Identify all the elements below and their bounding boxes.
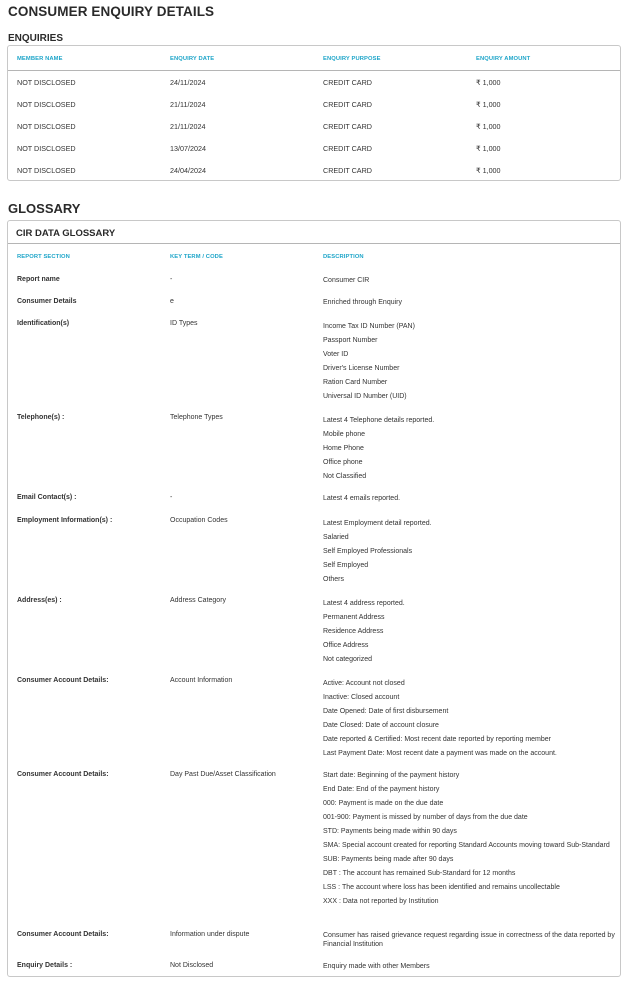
enquiry-amount: ₹ 1,000 — [476, 144, 501, 153]
column-header-report-section: REPORT SECTION — [17, 254, 70, 260]
member-name: NOT DISCLOSED — [17, 100, 76, 109]
key-term: ID Types — [170, 320, 198, 327]
description — [323, 962, 615, 971]
description-line: Enriched through Enquiry — [323, 299, 402, 306]
column-header-description: DESCRIPTION — [323, 254, 364, 260]
description-line: Inactive: Closed account — [323, 694, 400, 701]
description-line: Date Closed: Date of account closure — [323, 722, 439, 729]
column-header-member-name: MEMBER NAME — [17, 56, 63, 62]
description-line: Office phone — [323, 459, 363, 466]
column-header-enquiry-date: ENQUIRY DATE — [170, 56, 215, 62]
member-name: NOT DISCLOSED — [17, 144, 76, 153]
description-line: End Date: End of the payment history — [323, 786, 440, 793]
enquiry-purpose: CREDIT CARD — [323, 144, 372, 153]
description — [323, 931, 615, 949]
report-section: Consumer Account Details: — [17, 771, 109, 778]
key-term: Information under dispute — [170, 931, 250, 938]
description — [323, 414, 615, 484]
member-name: NOT DISCLOSED — [17, 122, 76, 131]
report-section: Email Contact(s) : — [17, 494, 77, 501]
key-term: e — [170, 298, 174, 305]
key-term: - — [170, 494, 173, 501]
glossary-title: GLOSSARY — [8, 201, 81, 216]
table-row — [8, 144, 620, 158]
table-row — [8, 100, 620, 114]
description-line: XXX : Data not reported by Institution — [323, 898, 439, 905]
report-section: Identification(s) — [17, 320, 70, 327]
description-line: 001-900: Payment is missed by number of days from the due date — [323, 814, 528, 821]
description-line: DBT : The account has remained Sub-Standard for 12 months — [323, 870, 516, 877]
column-header-enquiry-purpose: ENQUIRY PURPOSE — [323, 56, 381, 62]
description-line: Not Classified — [323, 473, 367, 480]
glossary-table-header — [8, 244, 620, 269]
member-name: NOT DISCLOSED — [17, 78, 76, 87]
description-line: Others — [323, 576, 345, 583]
description-line: Universal ID Number (UID) — [323, 393, 407, 400]
description-line: Income Tax ID Number (PAN) — [323, 323, 415, 330]
description-line: Voter ID — [323, 351, 349, 358]
description — [323, 517, 615, 587]
description-line: Self Employed — [323, 562, 369, 569]
enquiry-purpose: CREDIT CARD — [323, 100, 372, 109]
glossary-table — [7, 220, 621, 977]
description-line: Start date: Beginning of the payment history — [323, 772, 460, 779]
description-line: Latest 4 Telephone details reported. — [323, 417, 435, 424]
table-row — [8, 166, 620, 180]
description — [323, 494, 615, 503]
report-section: Enquiry Details : — [17, 962, 73, 969]
description-line: Consumer has raised grievance request regarding issue in correctness of the data reported by Financial Institution — [323, 932, 615, 948]
enquiry-amount: ₹ 1,000 — [476, 122, 501, 131]
description-line: Office Address — [323, 642, 369, 649]
report-section: Telephone(s) : — [17, 414, 65, 421]
description-line: Active: Account not closed — [323, 680, 405, 687]
description-line: Permanent Address — [323, 614, 385, 621]
table-row — [8, 122, 620, 136]
enquiry-amount: ₹ 1,000 — [476, 166, 501, 175]
enquiry-date: 24/04/2024 — [170, 166, 206, 175]
report-section: Report name — [17, 276, 60, 283]
description-line: Mobile phone — [323, 431, 366, 438]
description-line: Last Payment Date: Most recent date a payment was made on the account. — [323, 750, 557, 757]
description — [323, 276, 615, 285]
enquiry-purpose: CREDIT CARD — [323, 122, 372, 131]
enquiry-amount: ₹ 1,000 — [476, 100, 501, 109]
enquiry-date: 21/11/2024 — [170, 122, 206, 131]
column-header-enquiry-amount: ENQUIRY AMOUNT — [476, 56, 531, 62]
description-line: Not categorized — [323, 656, 373, 663]
page-title: CONSUMER ENQUIRY DETAILS — [8, 4, 215, 19]
enquiries-table-header — [8, 46, 620, 71]
column-header-key-term: KEY TERM / CODE — [170, 254, 223, 260]
report-section: Consumer Details — [17, 298, 77, 305]
key-term: Day Past Due/Asset Classification — [170, 771, 276, 778]
key-term: Address Category — [170, 597, 227, 604]
description — [323, 771, 615, 906]
description-line: Driver's License Number — [323, 365, 400, 372]
key-term: Telephone Types — [170, 414, 223, 421]
description-line: 000: Payment is made on the due date — [323, 800, 444, 807]
report-section: Consumer Account Details: — [17, 931, 109, 938]
member-name: NOT DISCLOSED — [17, 166, 76, 175]
description-line: Date Opened: Date of first disbursement — [323, 708, 449, 715]
report-section: Consumer Account Details: — [17, 677, 109, 684]
description — [323, 677, 615, 761]
description-line: Self Employed Professionals — [323, 548, 413, 555]
table-row — [8, 78, 620, 92]
description-line: Date reported & Certified: Most recent date reported by reporting member — [323, 736, 551, 743]
enquiry-purpose: CREDIT CARD — [323, 166, 372, 175]
description-line: Consumer CIR — [323, 277, 370, 284]
enquiry-date: 21/11/2024 — [170, 100, 206, 109]
key-term: Not Disclosed — [170, 962, 214, 969]
description-line: STD: Payments being made within 90 days — [323, 828, 457, 835]
report-section: Address(es) : — [17, 597, 62, 604]
description-line: SUB: Payments being made after 90 days — [323, 856, 454, 863]
description — [323, 298, 615, 307]
enquiry-date: 24/11/2024 — [170, 78, 206, 87]
description-line: SMA: Special account created for reporting Standard Accounts moving toward Sub-Standard — [323, 842, 610, 849]
enquiries-table — [7, 45, 621, 181]
enquiry-date: 13/07/2024 — [170, 144, 206, 153]
enquiry-amount: ₹ 1,000 — [476, 78, 501, 87]
description-line: Ration Card Number — [323, 379, 388, 386]
description — [323, 597, 615, 667]
description-line: Latest 4 emails reported. — [323, 495, 401, 502]
description-line: LSS : The account where loss has been identified and remains uncollectable — [323, 884, 560, 891]
description-line: Latest Employment detail reported. — [323, 520, 432, 527]
description-line: Latest 4 address reported. — [323, 600, 405, 607]
description — [323, 320, 615, 404]
description-line: Passport Number — [323, 337, 378, 344]
description-line: Home Phone — [323, 445, 364, 452]
description-line: Residence Address — [323, 628, 384, 635]
glossary-card-header — [8, 221, 620, 244]
enquiries-title: ENQUIRIES — [8, 33, 64, 44]
enquiry-purpose: CREDIT CARD — [323, 78, 372, 87]
key-term: Account Information — [170, 677, 233, 684]
key-term: Occupation Codes — [170, 517, 228, 524]
report-section: Employment Information(s) : — [17, 517, 113, 524]
description-line: Enquiry made with other Members — [323, 963, 430, 970]
glossary-card-title: CIR DATA GLOSSARY — [16, 228, 116, 239]
description-line: Salaried — [323, 534, 349, 541]
key-term: - — [170, 276, 173, 283]
